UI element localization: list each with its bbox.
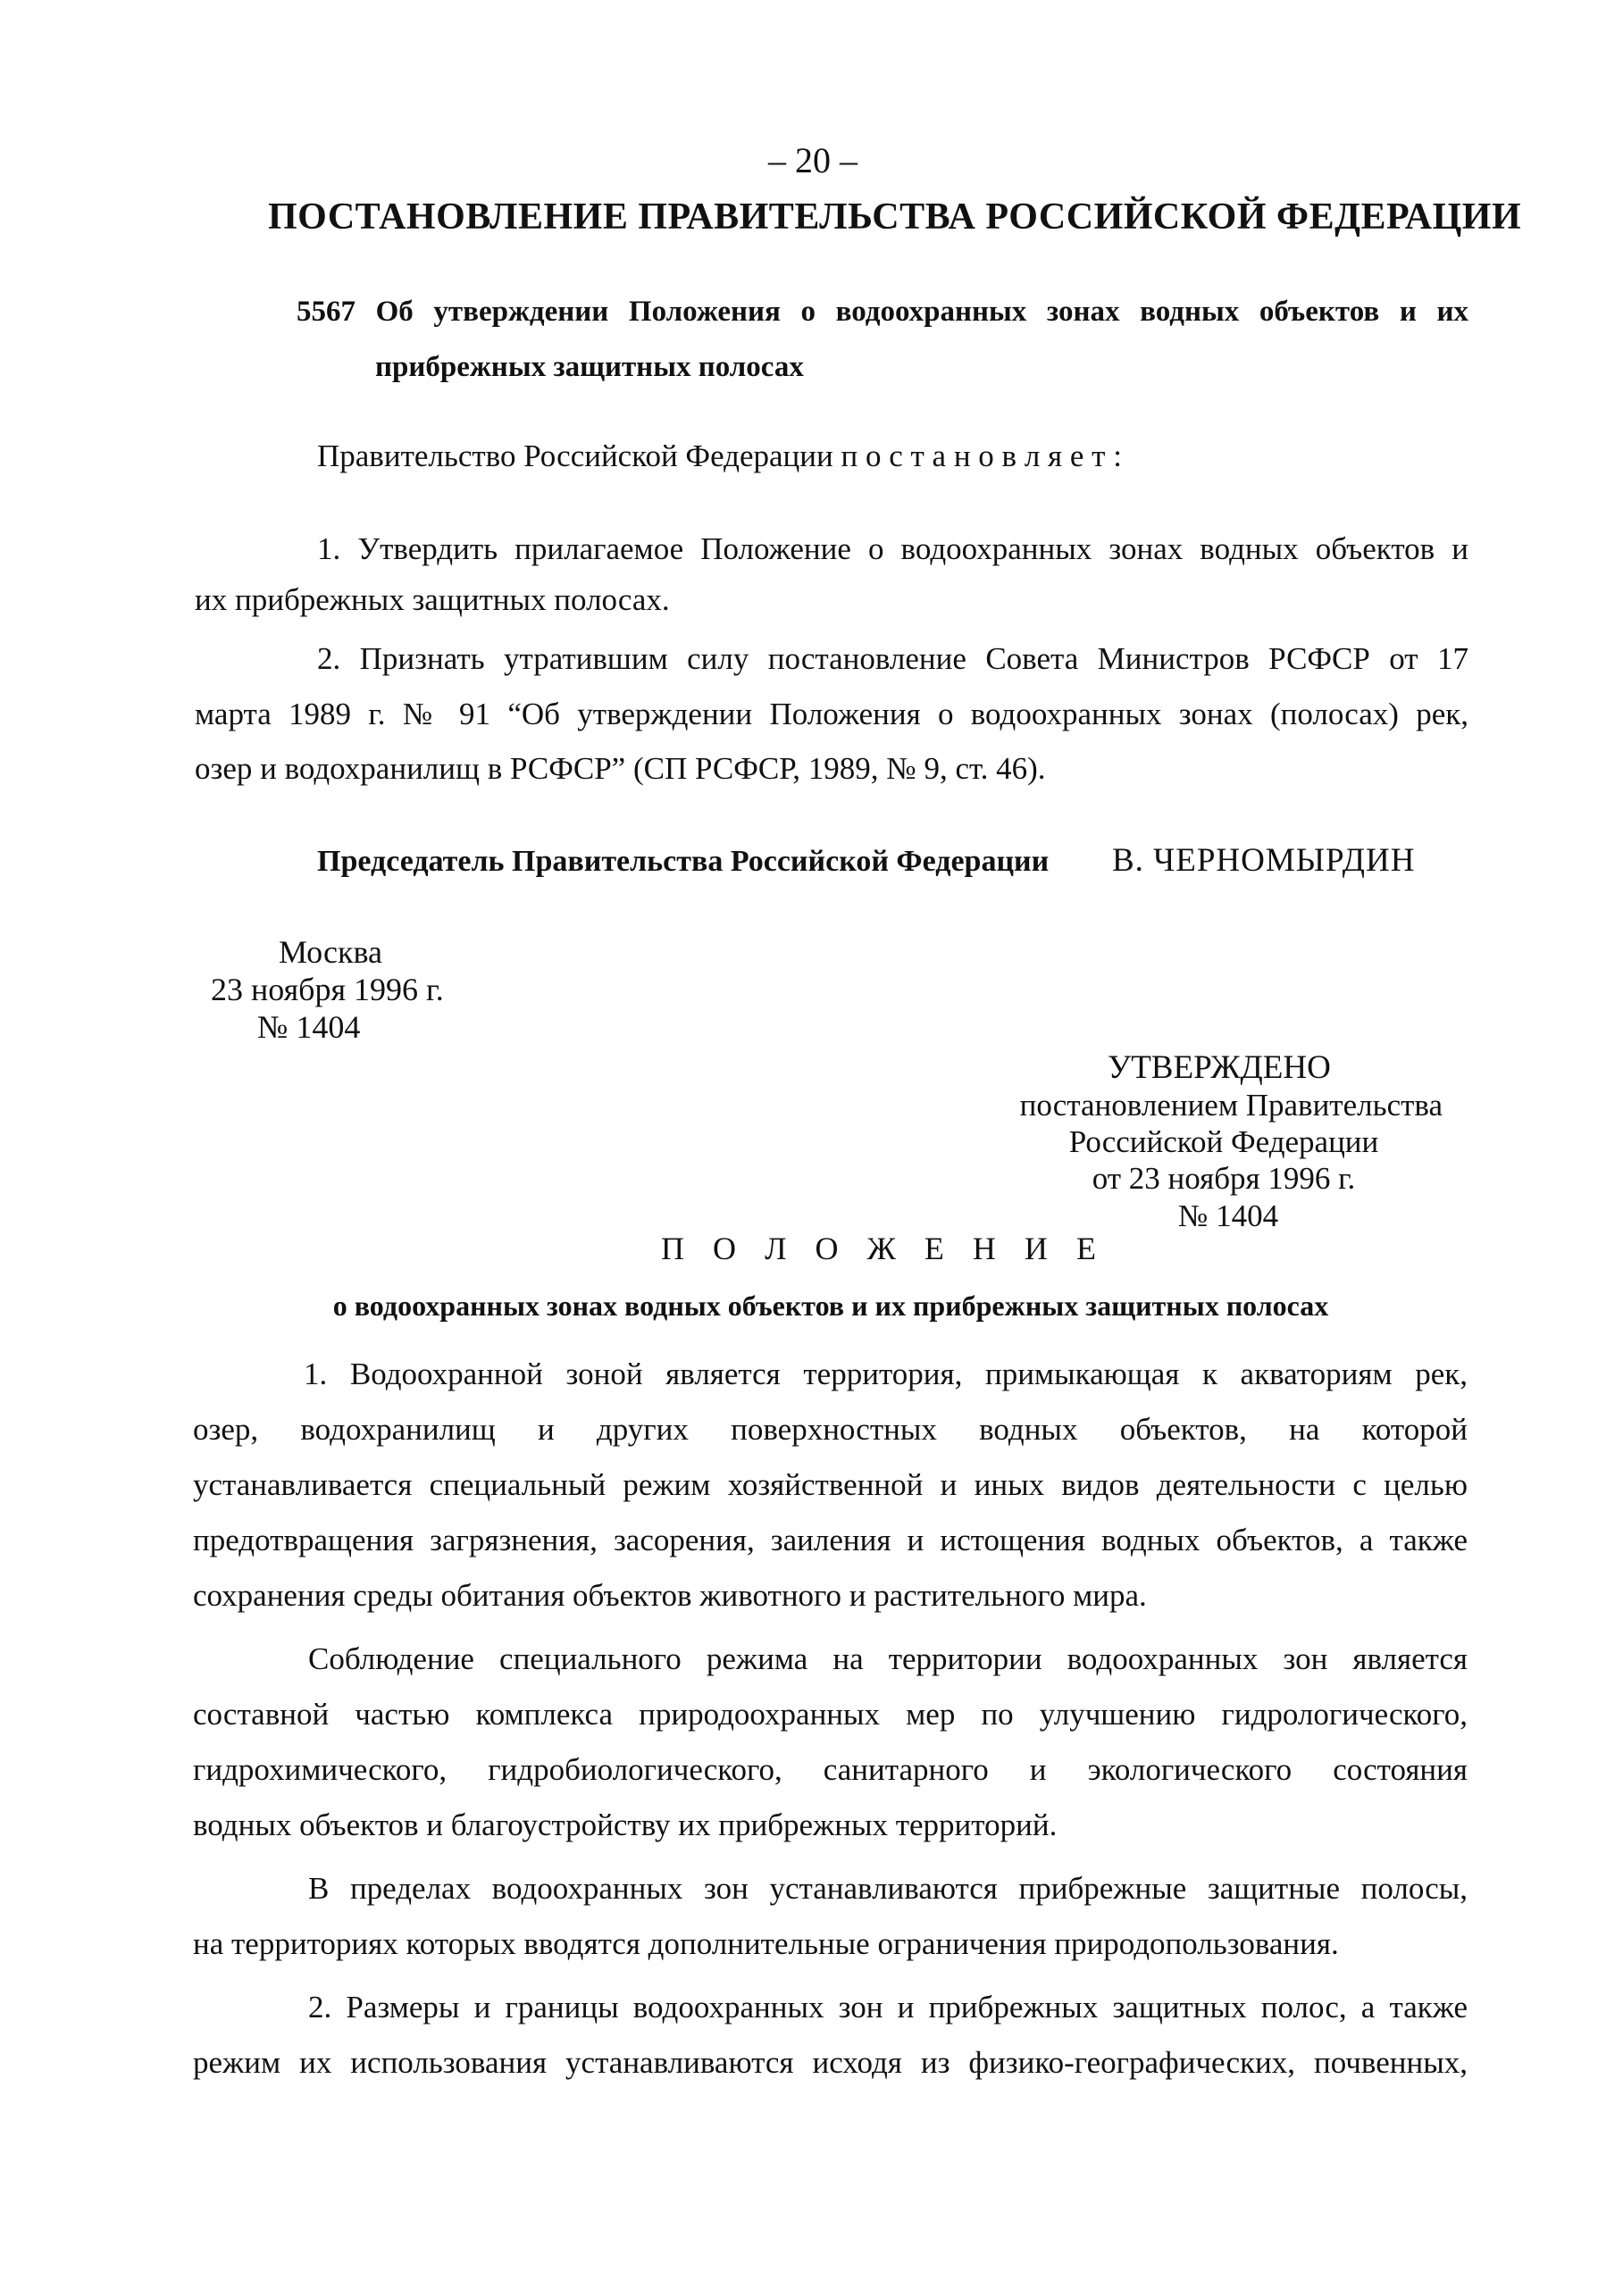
regulation-p1-line-1: 1. Водоохранной зоной является территория, примыкающая к акваториям рек,: [304, 1357, 1468, 1391]
decree-item-1-line-2: их прибрежных защитных полосах.: [195, 582, 670, 617]
decree-subject-line-1: 5567 Об утверждении Положения о водоохранных зонах водных объектов и их: [297, 296, 1468, 328]
approval-by-decree: постановлением Правительства: [1019, 1088, 1443, 1123]
approval-number: № 1404: [1177, 1198, 1279, 1233]
decree-item-1-line-1: 1. Утвердить прилагаемое Положение о водоохранных зонах водных объектов и: [317, 531, 1468, 566]
regulation-p1-line-5: сохранения среды обитания объектов животного и растительного мира.: [193, 1578, 1147, 1613]
decree-item-2-line-3: озер и водохранилищ в РСФСР” (СП РСФСР, 1989, № 9, ст. 46).: [195, 751, 1046, 786]
document-title: ПОСТАНОВЛЕНИЕ ПРАВИТЕЛЬСТВА РОССИЙСКОЙ ФЕДЕРАЦИИ: [268, 196, 1522, 238]
decree-place: Москва: [279, 934, 382, 970]
decree-date: 23 ноября 1996 г.: [211, 972, 444, 1007]
decree-preamble: Правительство Российской Федерации п о с т а н о в л я е т :: [317, 438, 1122, 473]
signature-name: В. ЧЕРНОМЫРДИН: [1112, 842, 1416, 879]
decree-subject-line-2: прибрежных защитных полосах: [375, 351, 804, 383]
decree-item-2-line-2: марта 1989 г. № 91 “Об утверждении Положения о водоохранных зонах (полосах) рек,: [195, 697, 1468, 731]
approval-federation: Российской Федерации: [1068, 1124, 1379, 1159]
regulation-p2-line-3: гидрохимического, гидробиологического, санитарного и экологического состояния: [193, 1752, 1468, 1787]
regulation-p1-line-3: устанавливается специальный режим хозяйственной и иных видов деятельности с целью: [193, 1467, 1468, 1502]
page-number: – 20 –: [768, 140, 858, 180]
regulation-title: П О Л О Ж Е Н И Е: [661, 1231, 1107, 1266]
decree-number: № 1404: [257, 1009, 361, 1045]
regulation-p1-line-4: предотвращения загрязнения, засорения, заиления и истощения водных объектов, а также: [193, 1523, 1468, 1557]
approval-date: от 23 ноября 1996 г.: [1092, 1161, 1356, 1196]
signature-title: Председатель Правительства Российской Федерации: [317, 845, 1050, 878]
regulation-p3-line-1: В пределах водоохранных зон устанавливаются прибрежные защитные полосы,: [308, 1871, 1468, 1906]
approval-heading: УТВЕРЖДЕНО: [1108, 1049, 1331, 1086]
regulation-p2-line-1: Соблюдение специального режима на территории водоохранных зон является: [308, 1641, 1468, 1676]
regulation-p4-line-2: режим их использования устанавливаются исходя из физико-географических, почвенных,: [193, 2045, 1468, 2080]
decree-item-2-line-1: 2. Признать утратившим силу постановление Совета Министров РСФСР от 17: [317, 641, 1468, 676]
regulation-p1-line-2: озер, водохранилищ и других поверхностных водных объектов, на которой: [193, 1412, 1468, 1447]
regulation-p2-line-4: водных объектов и благоустройству их прибрежных территорий.: [193, 1808, 1058, 1842]
regulation-subtitle: о водоохранных зонах водных объектов и их прибрежных защитных полосах: [332, 1290, 1329, 1322]
regulation-p3-line-2: на территориях которых вводятся дополнительные ограничения природопользования.: [193, 1926, 1339, 1961]
regulation-p4-line-1: 2. Размеры и границы водоохранных зон и прибрежных защитных полос, а также: [308, 1990, 1468, 2025]
regulation-p2-line-2: составной частью комплекса природоохранных мер по улучшению гидрологического,: [193, 1697, 1468, 1732]
